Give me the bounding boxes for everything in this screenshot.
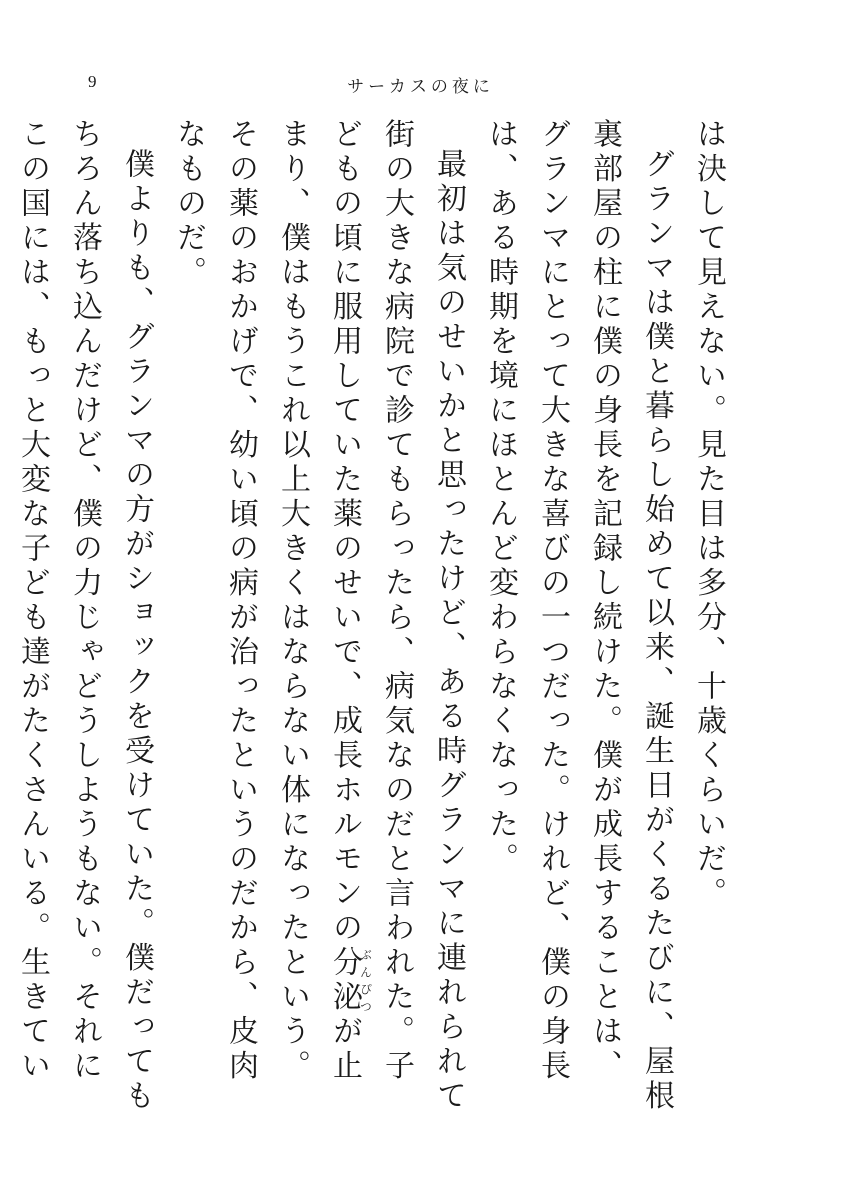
- page-header: [0, 72, 841, 96]
- running-title: サーカスの夜に: [347, 77, 494, 97]
- body-text: [15, 118, 734, 1118]
- ruby-base: 分泌: [327, 946, 362, 1015]
- paragraph-text: は決して見えない。見た目は多分、十歳くらいだ。: [691, 118, 726, 912]
- paragraph-3: [162, 118, 474, 1118]
- paragraph-text: 最初は気のせいかと思ったけど、ある時グランマに連れられて街の大きな病院で診てもらったら、病気なのだと言われた。子どもの頃に服用していた薬のせいで、成長ホルモンの: [327, 118, 466, 1114]
- paragraph-text: が止まり、僕はもうこれ以上大きくはならない体になったという。その薬のおかげで、幼い頃の病が治ったというのだから、皮肉なものだ。: [171, 118, 362, 1084]
- page-number: 9: [88, 72, 97, 91]
- ruby-annotation: [327, 946, 373, 1015]
- ruby-reading: ぶんぴつ: [358, 946, 373, 1015]
- paragraph-text: 僕よりも、グランマの方がショックを受けていた。僕だってもちろん落ち込んだけど、僕の力じゃどうしようもない。それにこの国には、もっと大変な子ども達がたくさんいる。生きてい: [15, 118, 154, 1114]
- paragraph-1: [682, 118, 734, 1118]
- paragraph-2: [474, 118, 682, 1118]
- paragraph-text: グランマは僕と暮らし始めて以来、誕生日がくるたびに、屋根裏部屋の柱に僕の身長を記録し続けた。僕が成長することは、グランマにとって大きな喜びの一つだった。けれど、僕の身長は、ある時期を境にほとんど変わらなくなった。: [483, 118, 674, 1114]
- paragraph-4: [0, 118, 162, 1118]
